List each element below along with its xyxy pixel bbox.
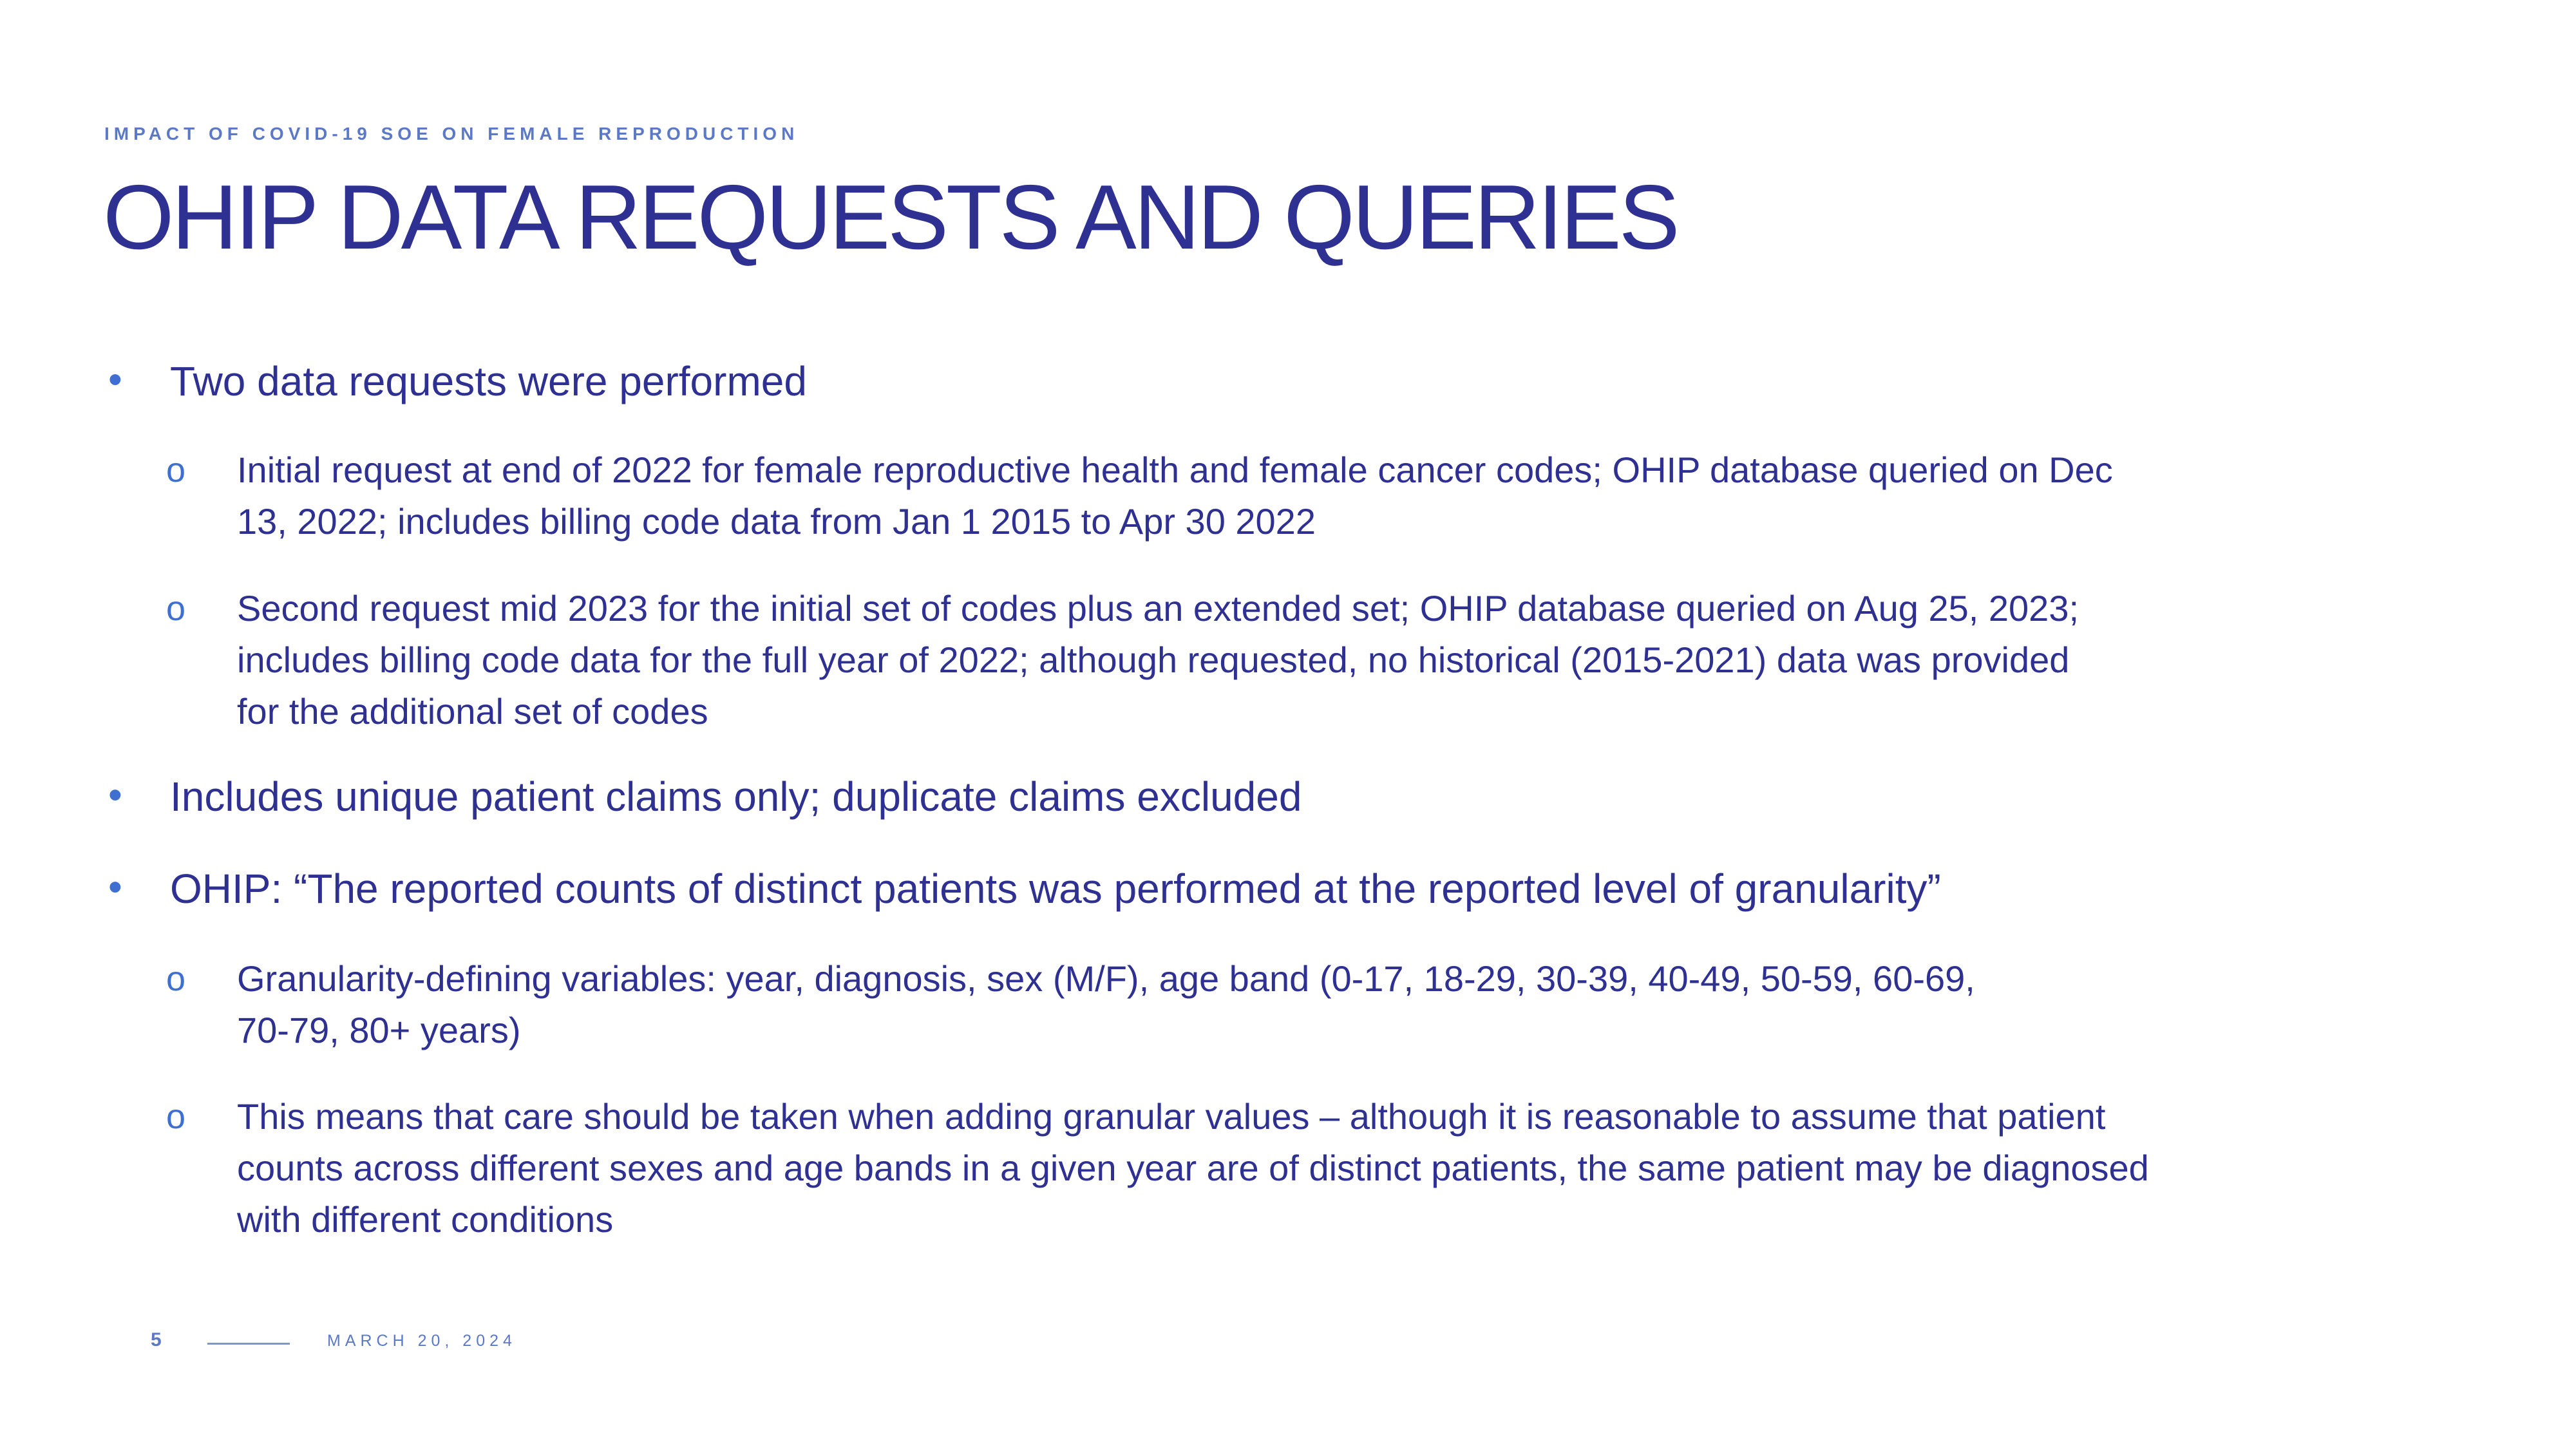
sub-bullet-icon: o [166, 1097, 186, 1136]
sub-bullet-icon: o [166, 451, 186, 489]
footer-divider [207, 1343, 290, 1345]
slide-title: OHIP DATA REQUESTS AND QUERIES [103, 166, 1678, 269]
sub-bullet-text: Initial request at end of 2022 for female reproductive health and female cancer codes; OHIP database queried on Dec 13, 2022; includes billing code data from Jan 1 2015 to Apr 30 2022 [237, 450, 2113, 542]
sub-bullet-text: Second request mid 2023 for the initial set of codes plus an extended set; OHIP database queried on Aug 25, 2023; includes billing code data for the full year of 2022; although requested, no historical (2015-2021) data was provided for the additional set of codes [237, 588, 2079, 732]
page-number: 5 [151, 1329, 162, 1350]
slide-kicker: IMPACT OF COVID-19 SOE ON FEMALE REPRODUCTION [104, 124, 799, 144]
bullet-icon: • [108, 357, 122, 402]
bullet-text: Two data requests were performed [170, 358, 807, 404]
sub-bullet-text: Granularity-defining variables: year, diagnosis, sex (M/F), age band (0-17, 18-29, 30-39, 40-49, 50-59, 60-69, 70-79, 80+ years) [237, 958, 1975, 1050]
bullet-icon: • [108, 865, 122, 909]
footer-date: MARCH 20, 2024 [327, 1332, 516, 1350]
bullet-icon: • [108, 773, 122, 817]
bullet-text: Includes unique patient claims only; duplicate claims excluded [170, 773, 1302, 820]
sub-bullet-text: This means that care should be taken when adding granular values – although it is reasonable to assume that patient counts across different sexes and age bands in a given year are of distinct patients, the same patient may be diagnosed with different conditions [237, 1096, 2149, 1240]
sub-bullet-icon: o [166, 960, 186, 998]
bullet-text: OHIP: “The reported counts of distinct patients was performed at the reported level of granularity” [170, 866, 1941, 912]
sub-bullet-icon: o [166, 589, 186, 628]
